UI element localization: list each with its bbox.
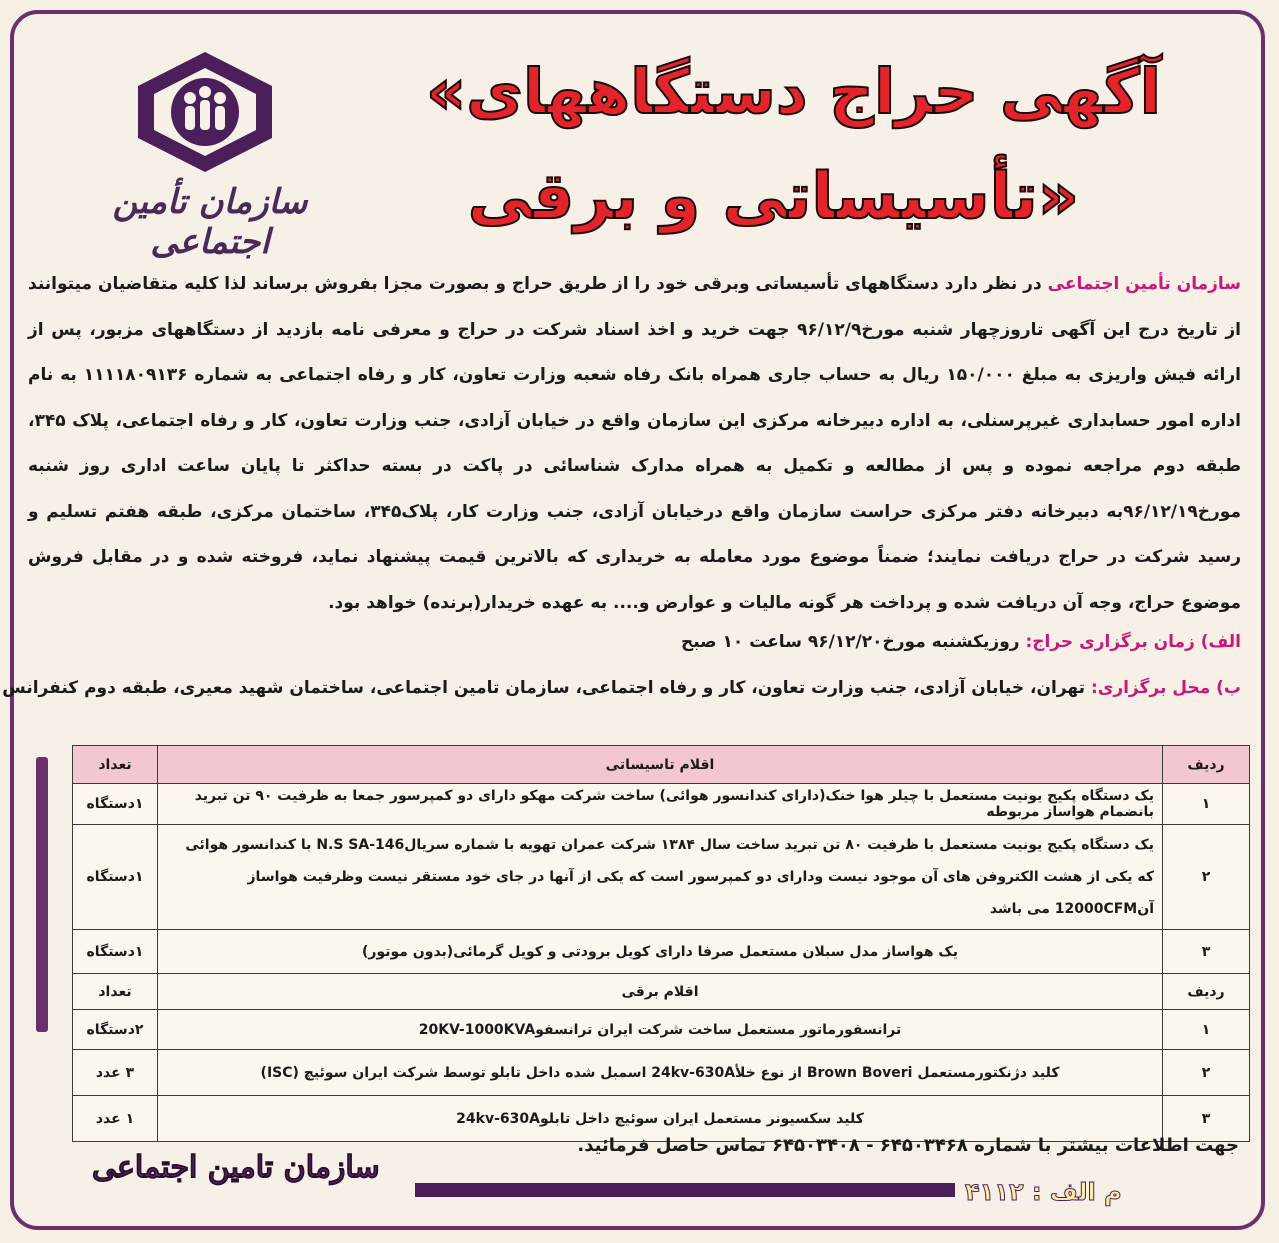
row-qty: ۱دستگاه: [73, 930, 158, 974]
ad-title-line1: «آگهی حراج دستگاههای: [426, 55, 1161, 128]
body-org-name: سازمان تأمین اجتماعی: [1047, 274, 1241, 294]
row-num: ۲: [1163, 1050, 1250, 1096]
row-item: یک دستگاه پکیج یونیت مستعمل با چیلر هوا خنک(دارای کندانسور هوائی) ساخت شرکت مهکو دارای دو کمپرسور جمعا به ظرفیت ۹۰ تن تبرید بانضمام هواساز مربوطه: [158, 784, 1163, 825]
auction-time: [681, 632, 1241, 652]
footer-decorative-bar: [415, 1183, 955, 1197]
row-num: ۱: [1163, 1010, 1250, 1050]
footer-contact: جهت اطلاعات بیشتر با شماره ۶۴۵۰۳۴۶۸ - ۶۴۵۰۳۴۰۸ تماس حاصل فرمائید.: [577, 1135, 1239, 1156]
footer-ad-code: م الف : ۴۱۱۲: [965, 1178, 1122, 1206]
hvac-header-row: [73, 746, 1250, 784]
col-item-header: اقلام برقی: [158, 974, 1163, 1010]
row-num: ۲: [1163, 825, 1250, 930]
decorative-side-bar: [36, 757, 48, 1032]
col-row-header: ردیف: [1163, 974, 1250, 1010]
row-item: ترانسفورماتور مستعمل ساخت شرکت ایران ترانسفو20KV-1000KVA: [158, 1010, 1163, 1050]
social-security-logo-icon: [130, 48, 280, 176]
row-qty: ۱دستگاه: [73, 784, 158, 825]
auction-time-value: روزیکشنبه مورخ۹۶/۱۲/۲۰ ساعت ۱۰ صبح: [680, 632, 1026, 652]
row-qty: ۲دستگاه: [73, 1010, 158, 1050]
col-row-header: ردیف: [1163, 746, 1250, 784]
row-num: ۱: [1163, 784, 1250, 825]
row-item: یک هواساز مدل سبلان مستعمل صرفا دارای کویل برودتی و کویل گرمائی(بدون موتور): [158, 930, 1163, 974]
auction-place: [2, 678, 1241, 698]
logo-text: سازمان تأمین اجتماعی: [112, 182, 308, 262]
ad-title-line2: تأسیساتی و برقی»: [467, 160, 1079, 234]
footer-org-name: سازمان تامین اجتماعی: [92, 1150, 380, 1185]
table-row: [73, 825, 1250, 930]
table-row: [73, 1050, 1250, 1096]
auction-place-label: ب) محل برگزاری:: [1090, 678, 1241, 698]
ad-body: [28, 262, 1241, 626]
body-text: در نظر دارد دستگاههای تأسیساتی وبرقی خود را از طریق حراج و بصورت مجزا بفروش برساند لذا کلیه متقاضیان میتوانند از تاریخ درج این آگهی تاروزچهار شنبه مورخ۹۶/۱۲/۹ جهت خرید و اخذ اسناد شرکت در حراج و معرفی نامه بازدید از دستگاههای مزبور، پس از ارائه فیش واریزی به مبلغ ۱۵۰/۰۰۰ ریال به حساب جاری همراه بانک رفاه شعبه وزارت تعاون، کار و رفاه اجتماعی به شماره ۱۱۱۱۸۰۹۱۳۶ به نام اداره امور حسابداری غیرپرسنلی، به اداره دبیرخانه مرکزی این سازمان واقع در خیابان آزادی، جنب وزارت تعاون، کار و رفاه اجتماعی، پلاک ۳۴۵، طبقه دوم مراجعه نموده و پس از مطالعه و تکمیل به همراه مدارک شناسائی در پاکت در بسته حداکثر تا پایان ساعت اداری روز شنبه مورخ۹۶/۱۲/۱۹به دبیرخانه دفتر مرکزی حراست سازمان واقع درخیابان آزادی، جنب وزارت کار، پلاک۳۴۵، ساختمان مرکزی، طبقه هفتم تسلیم و رسید شرکت در حراج دریافت نمایند؛ ضمناً موضوع مورد معامله به خریداری که بالاترین قیمت پیشنهاد نماید، فروخته شده و در مقابل فروش موضوع حراج، وجه آن دریافت شده و پرداخت هر گونه مالیات و عوارض و.... به عهده خریدار(برنده) خواهد بود.: [28, 274, 1242, 613]
row-item: کلید دژنکتورمستعمل Brown Boveri از نوع خلأ24kv-630A اسمبل شده داخل تابلو توسط شرکت ایران سوئیچ (ISC): [158, 1050, 1163, 1096]
row-qty: ۱ عدد: [73, 1096, 158, 1142]
col-item-header: اقلام تاسیساتی: [158, 746, 1163, 784]
table-row: [73, 930, 1250, 974]
auction-place-value: تهران، خیابان آزادی، جنب وزارت تعاون، کار و رفاه اجتماعی، سازمان تامین اجتماعی، ساختمان شهید معیری، طبقه دوم کنفرانس: [2, 678, 1091, 698]
col-qty-header: تعداد: [73, 746, 158, 784]
auction-time-label: الف) زمان برگزاری حراج:: [1025, 632, 1241, 652]
col-qty-header: تعداد: [73, 974, 158, 1010]
table-row: [73, 784, 1250, 825]
items-table: [72, 745, 1250, 1142]
row-num: ۳: [1163, 930, 1250, 974]
row-qty: ۳ عدد: [73, 1050, 158, 1096]
row-item: کلید سکسیونر مستعمل ایران سوئیچ داخل تابلو24kv-630A: [158, 1096, 1163, 1142]
table-row: [73, 1010, 1250, 1050]
electric-header-row: [73, 974, 1250, 1010]
row-qty: ۱دستگاه: [73, 825, 158, 930]
row-item: یک دستگاه پکیج یونیت مستعمل با ظرفیت ۸۰ تن تبرید ساخت سال ۱۳۸۴ شرکت عمران تهویه با شماره سریالN.S SA-146 با کندانسور هوائی که یکی از هشت الکتروفن های آن موجود نیست ودارای دو کمپرسور است که یکی از آنها در جای خود مستقر نیست وظرفیت هواساز آن12000CFM می باشد: [158, 825, 1163, 930]
row-num: ۳: [1163, 1096, 1250, 1142]
